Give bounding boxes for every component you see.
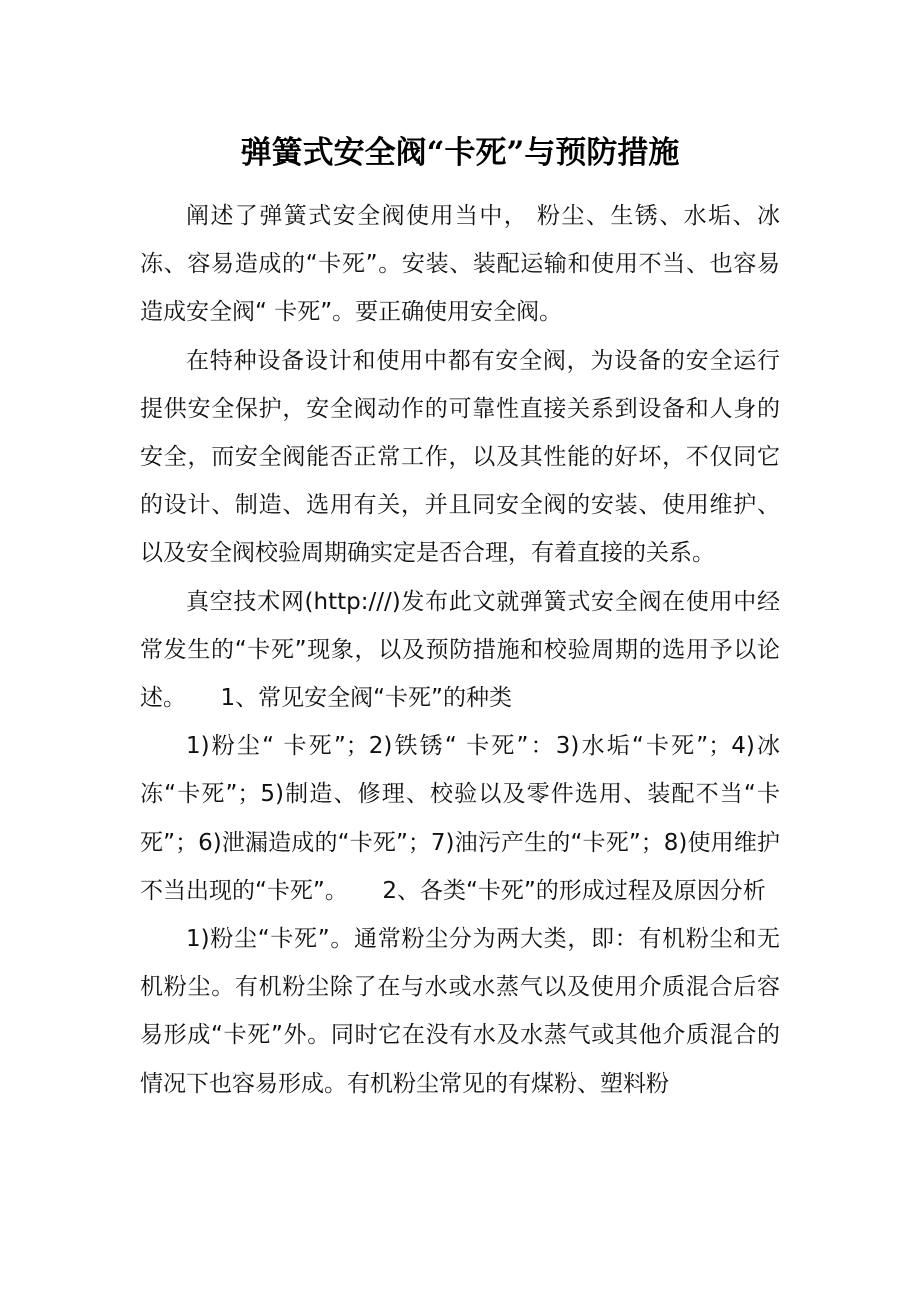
document-body bbox=[140, 192, 780, 1108]
paragraph-introduction: 真空技术网(http:///)发布此文就弹簧式安全阀在使用中经常发生的“卡死”现象，以及预防措施和校验周期的选用予以论述。 1、常见安全阀“卡死”的种类 bbox=[140, 588, 780, 712]
paragraph-dust-analysis: 1)粉尘“卡死”。通常粉尘分为两大类，即：有机粉尘和无机粉尘。有机粉尘除了在与水或水蒸气以及使用介质混合后容易形成“卡死”外。同时它在没有水及水蒸气或其他介质混合的情况下也容易形成。有机粉尘常见的有煤粉、塑料粉 bbox=[140, 926, 780, 1097]
paragraph-types-list: 1)粉尘“ 卡死”；2)铁锈“ 卡死”：3)水垢“卡死”；4)冰冻“卡死”；5)制造、修理、校验以及零件选用、装配不当“卡死”；6)泄漏造成的“卡死”；7)油污产生的“卡死”；8)使用维护不当出现的“卡死”。 2、各类“卡死”的形成过程及原因分析 bbox=[140, 733, 780, 904]
page-title: 弹簧式安全阀“卡死”与预防措施 bbox=[240, 135, 680, 171]
paragraph-background: 在特种设备设计和使用中都有安全阀，为设备的安全运行提供安全保护，安全阀动作的可靠性直接关系到设备和人身的安全，而安全阀能否正常工作，以及其性能的好坏，不仅同它的设计、制造、选用有关，并且同安全阀的安装、使用维护、以及安全阀校验周期确实定是否合理，有着直接的关系。 bbox=[140, 347, 780, 567]
paragraph-abstract: 阐述了弹簧式安全阀使用当中， 粉尘、生锈、水垢、冰冻、容易造成的“卡死”。安装、装配运输和使用不当、也容易造成安全阀“ 卡死”。要正确使用安全阀。 bbox=[140, 203, 780, 326]
